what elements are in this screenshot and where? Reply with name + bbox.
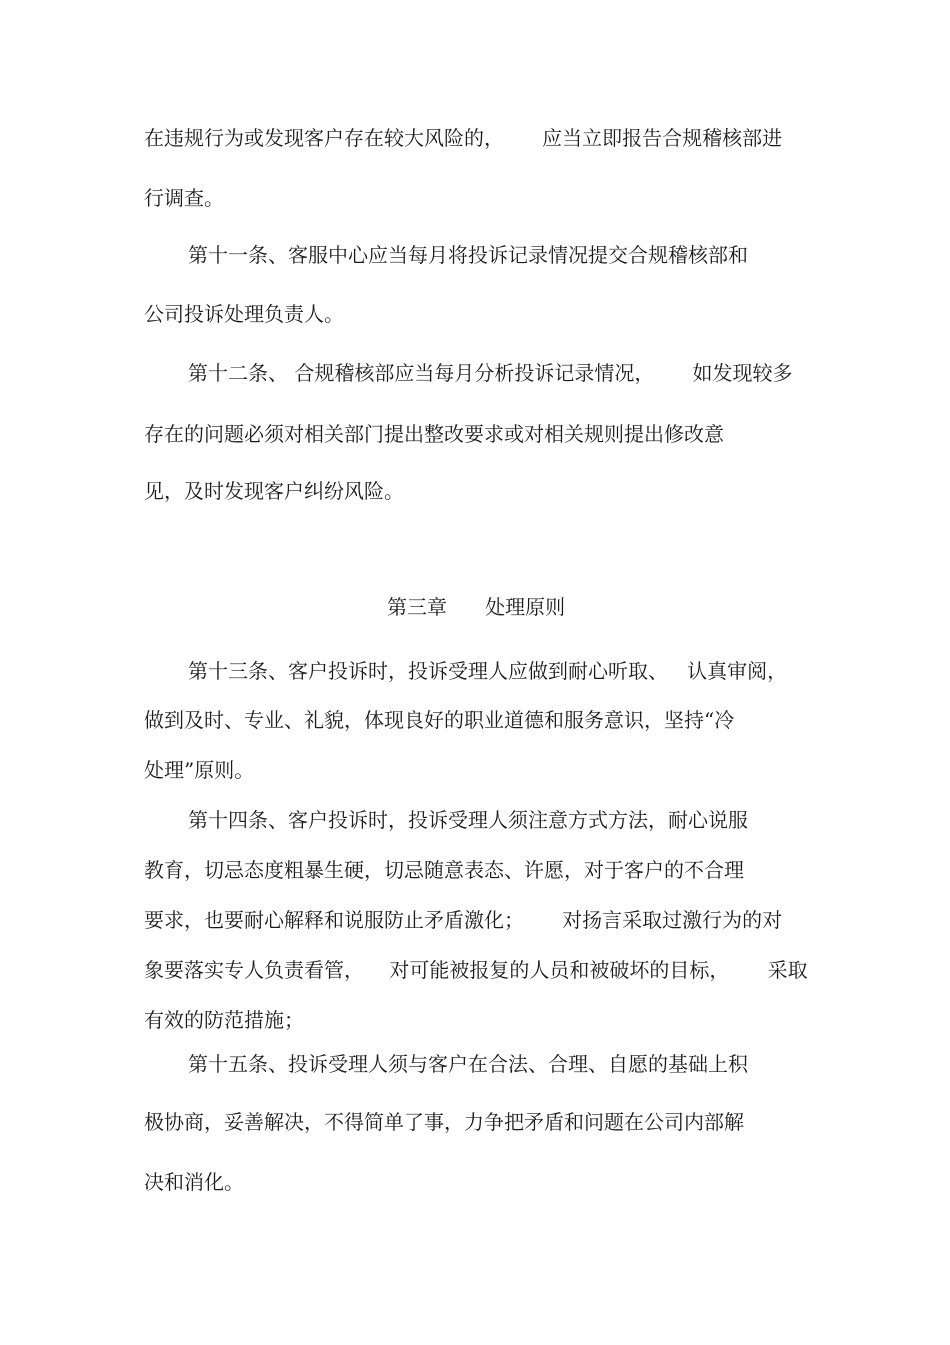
paragraph-line: 公司投诉处理负责人。 bbox=[144, 302, 344, 326]
paragraph-line: 极协商，妥善解决，不得简单了事，力争把矛盾和问题在公司内部解 bbox=[144, 1110, 744, 1134]
paragraph-line: 决和消化。 bbox=[144, 1170, 244, 1194]
article-12-line: 第十二条、 合规稽核部应当每月分析投诉记录情况， 如发现较多 bbox=[188, 361, 793, 385]
paragraph-line: 有效的防范措施； bbox=[144, 1008, 304, 1032]
paragraph-line: 在违规行为或发现客户存在较大风险的， 应当立即报告合规稽核部进 bbox=[144, 126, 783, 150]
paragraph-line: 象要落实专人负责看管， 对可能被报复的人员和被破坏的目标， 采取 bbox=[144, 958, 808, 982]
article-11-line: 第十一条、客服中心应当每月将投诉记录情况提交合规稽核部和 bbox=[188, 243, 748, 267]
paragraph-line: 行调查。 bbox=[144, 186, 224, 210]
paragraph-line: 做到及时、专业、礼貌，体现良好的职业道德和服务意识，坚持“冷 bbox=[144, 708, 735, 732]
article-13-line: 第十三条、客户投诉时，投诉受理人应做到耐心听取、 认真审阅， bbox=[188, 659, 788, 683]
chapter-heading: 第三章 处理原则 bbox=[387, 595, 566, 619]
article-15-line: 第十五条、投诉受理人须与客户在合法、合理、自愿的基础上积 bbox=[188, 1052, 748, 1076]
paragraph-line: 处理”原则。 bbox=[144, 758, 255, 782]
paragraph-line: 存在的问题必须对相关部门提出整改要求或对相关规则提出修改意 bbox=[144, 422, 724, 446]
article-14-line: 第十四条、客户投诉时，投诉受理人须注意方式方法，耐心说服 bbox=[188, 808, 748, 832]
paragraph-line: 见，及时发现客户纠纷风险。 bbox=[144, 479, 404, 503]
paragraph-line: 教育，切忌态度粗暴生硬，切忌随意表态、许愿，对于客户的不合理 bbox=[144, 858, 744, 882]
paragraph-line: 要求，也要耐心解释和说服防止矛盾激化； 对扬言采取过激行为的对 bbox=[144, 908, 783, 932]
